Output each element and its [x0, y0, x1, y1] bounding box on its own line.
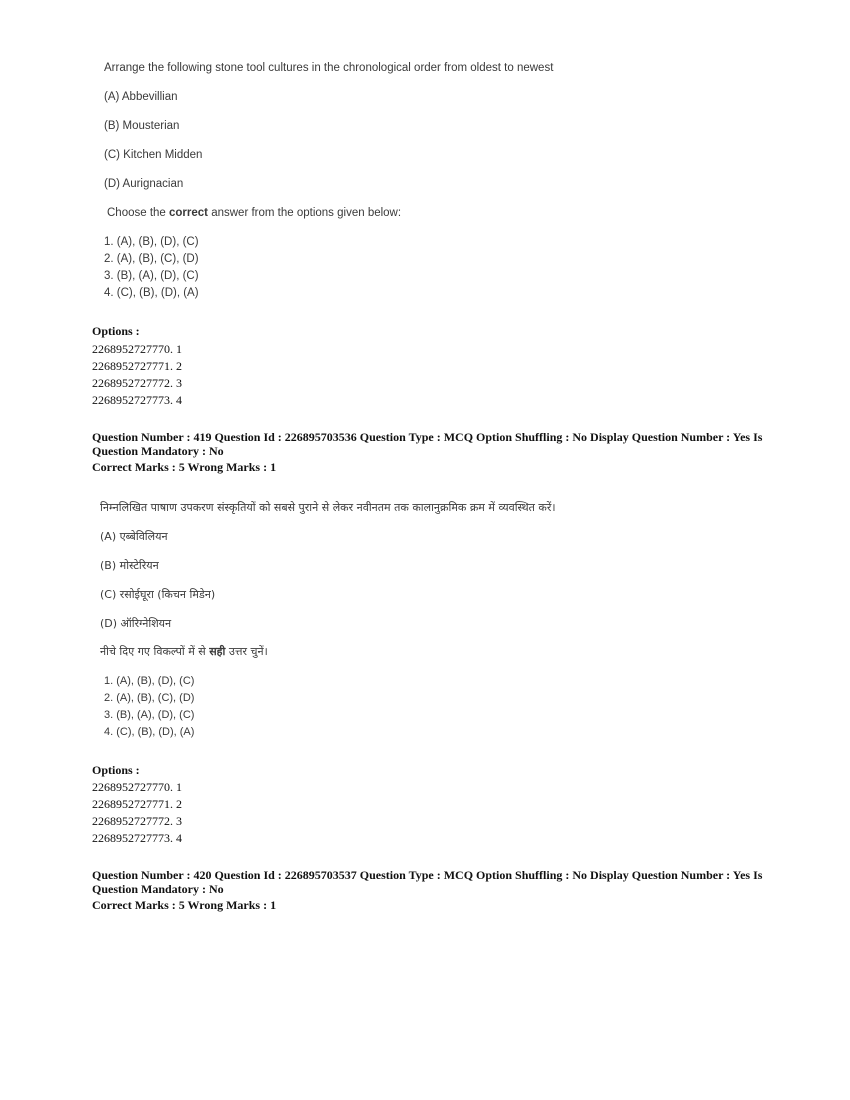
option-id: 2268952727773. 4	[92, 393, 182, 407]
options-title: Options :	[92, 763, 140, 777]
list-item: (A) Abbevillian	[104, 91, 178, 103]
instruction-text: Choose the correct answer from the options given below:	[107, 207, 402, 219]
instruction-text: नीचे दिए गए विकल्पों में से सही उत्तर चुनें।	[100, 645, 268, 658]
option-id: 2268952727771. 2	[92, 359, 182, 373]
list-item: (B) Mousterian	[104, 120, 180, 132]
list-item: (A) एब्बेविलियन	[100, 530, 168, 543]
question-stem: निम्नलिखित पाषाण उपकरण संस्कृतियों को सबसे पुराने से लेकर नवीनतम तक कालानुक्रमिक क्रम में व्यवस्थित करें।	[100, 501, 556, 514]
question-marks: Correct Marks : 5 Wrong Marks : 1	[92, 460, 277, 474]
question-header-line: Question Mandatory : No	[92, 444, 224, 458]
list-item: (C) रसोईघूरा (किचन मिडेन)	[100, 588, 216, 601]
option-id: 2268952727770. 1	[92, 780, 182, 794]
list-item: (C) Kitchen Midden	[104, 149, 203, 161]
option-id: 2268952727773. 4	[92, 831, 182, 845]
list-item: (B) मोस्टेरियन	[100, 559, 159, 572]
list-item: (D) Aurignacian	[104, 178, 184, 190]
answer-choice: 1. (A), (B), (D), (C)	[104, 236, 199, 248]
question-marks: Correct Marks : 5 Wrong Marks : 1	[92, 898, 277, 912]
answer-choice: 3. (B), (A), (D), (C)	[104, 709, 195, 721]
option-id: 2268952727770. 1	[92, 342, 182, 356]
option-id: 2268952727771. 2	[92, 797, 182, 811]
options-title: Options :	[92, 324, 140, 338]
question-header-line: Question Number : 420 Question Id : 226895703537 Question Type : MCQ Option Shuffling : No Display Question Number : Yes Is	[92, 868, 763, 882]
answer-choice: 4. (C), (B), (D), (A)	[104, 287, 199, 299]
answer-choice: 2. (A), (B), (C), (D)	[104, 253, 199, 265]
option-id: 2268952727772. 3	[92, 814, 182, 828]
answer-choice: 3. (B), (A), (D), (C)	[104, 270, 199, 282]
list-item: (D) ऑरिग्नेशियन	[100, 617, 172, 630]
question-stem: Arrange the following stone tool cultures in the chronological order from oldest to newest	[104, 62, 554, 74]
option-id: 2268952727772. 3	[92, 376, 182, 390]
answer-choice: 2. (A), (B), (C), (D)	[104, 692, 195, 704]
answer-choice: 1. (A), (B), (D), (C)	[104, 675, 195, 687]
answer-choice: 4. (C), (B), (D), (A)	[104, 726, 195, 738]
question-header-line: Question Mandatory : No	[92, 882, 224, 896]
question-header-line: Question Number : 419 Question Id : 226895703536 Question Type : MCQ Option Shuffling : No Display Question Number : Yes Is	[92, 430, 763, 444]
